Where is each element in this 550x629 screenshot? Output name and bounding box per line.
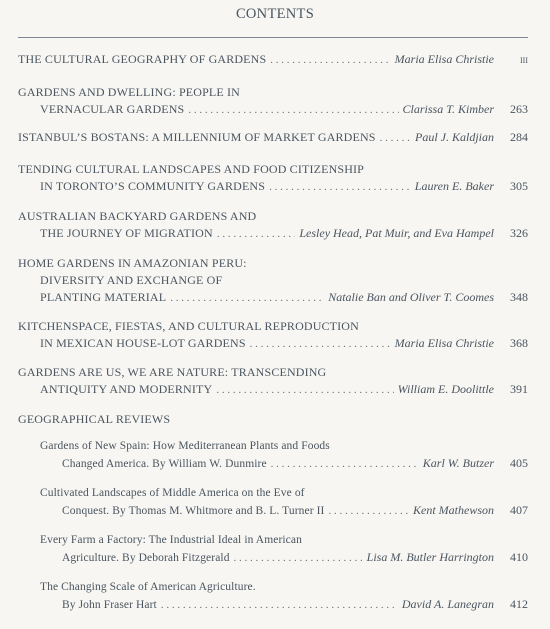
entry-author: Natalie Ban and Oliver T. Coomes [328, 290, 494, 304]
review-page: 407 [510, 503, 528, 517]
entry-page: 263 [510, 102, 528, 116]
dot-leader [216, 382, 393, 399]
dot-leader [170, 290, 324, 307]
toc-entry[interactable] [18, 84, 528, 118]
toc-entry[interactable] [18, 255, 528, 306]
dot-leader [328, 503, 409, 520]
toc-entry[interactable] [18, 318, 528, 352]
entry-title-line: ISTANBUL’S BOSTANS: A MILLENNIUM OF MARKET GARDENS [18, 130, 376, 144]
entry-title-line: ANTIQUITY AND MODERNITY [40, 382, 213, 396]
entry-title-line: KITCHENSPACE, FIESTAS, AND CULTURAL REPRODUCTION [18, 319, 359, 333]
entry-title-line: IN TORONTO’S COMMUNITY GARDENS [40, 179, 266, 193]
toc-entry[interactable] [18, 208, 528, 242]
review-entry[interactable] [40, 532, 528, 566]
review-title-line: Agriculture. By Deborah Fitzgerald [62, 552, 230, 564]
entry-title-line: PLANTING MATERIAL [40, 290, 167, 304]
review-entry[interactable] [40, 438, 528, 472]
dot-leader [188, 102, 398, 119]
entry-page: 391 [510, 382, 528, 396]
review-title-line: Every Farm a Factory: The Industrial Ideal in American [40, 534, 302, 546]
dot-leader [380, 130, 411, 147]
dot-leader [217, 226, 296, 243]
entry-title-line: IN MEXICAN HOUSE-LOT GARDENS [40, 336, 246, 350]
entry-author: Maria Elisa Christie [394, 336, 494, 350]
entry-title-line: GARDENS ARE US, WE ARE NATURE: TRANSCENDING [18, 365, 327, 379]
toc-entry[interactable] [18, 161, 528, 195]
toc-entry[interactable] [18, 51, 528, 68]
review-author: Lisa M. Butler Harrington [366, 550, 494, 564]
review-title-line: Gardens of New Spain: How Mediterranean Plants and Foods [40, 440, 330, 452]
entry-page: 326 [510, 226, 528, 240]
toc-entry[interactable] [18, 364, 528, 398]
entry-title-line: VERNACULAR GARDENS [40, 102, 185, 116]
entry-author: Clarissa T. Kimber [402, 102, 494, 116]
review-author: Kent Mathewson [413, 503, 494, 517]
review-title-line: Cultivated Landscapes of Middle America on the Eve of [40, 487, 305, 499]
entry-page: 305 [510, 179, 528, 193]
heading-rule [18, 37, 528, 38]
review-entry[interactable] [40, 579, 528, 613]
entry-author: Maria Elisa Christie [394, 52, 494, 66]
entry-page: 348 [510, 290, 528, 304]
entry-author: Lesley Head, Pat Muir, and Eva Hampel [299, 226, 494, 240]
entry-title-line: TENDING CULTURAL LANDSCAPES AND FOOD CITIZENSHIP [18, 162, 364, 176]
dot-leader [271, 456, 419, 473]
reviews-section [18, 411, 528, 428]
entry-title-line: THE CULTURAL GEOGRAPHY OF GARDENS [18, 52, 267, 66]
review-title-line: Changed America. By William W. Dunmire [62, 458, 267, 470]
dot-leader [270, 52, 390, 69]
entry-page: 368 [510, 336, 528, 350]
dot-leader [269, 179, 411, 196]
entry-title-line: DIVERSITY AND EXCHANGE OF [40, 273, 223, 287]
dot-leader [234, 550, 363, 567]
entry-title-line: AUSTRALIAN BACKYARD GARDENS AND [18, 209, 257, 223]
review-page: 410 [510, 550, 528, 564]
review-entry[interactable] [40, 485, 528, 519]
review-title-line: The Changing Scale of American Agriculture. [40, 581, 256, 593]
entry-title-line: THE JOURNEY OF MIGRATION [40, 226, 213, 240]
entry-page: iii [520, 52, 528, 66]
review-page: 412 [510, 597, 528, 611]
entry-author: Paul J. Kaldjian [415, 130, 494, 144]
review-author: Karl W. Butzer [422, 456, 494, 470]
entry-title-line: GARDENS AND DWELLING: PEOPLE IN [18, 85, 240, 99]
review-author: David A. Lanegran [401, 597, 494, 611]
dot-leader [250, 336, 391, 353]
toc-entry[interactable] [18, 129, 528, 146]
review-title-line: Conquest. By Thomas M. Whitmore and B. L. Turner II [62, 505, 325, 517]
contents-heading: CONTENTS [235, 6, 315, 22]
entry-page: 284 [510, 130, 528, 144]
review-page: 405 [510, 456, 528, 470]
reviews-heading: GEOGRAPHICAL REVIEWS [18, 412, 171, 426]
dot-leader [161, 597, 398, 614]
entry-author: Lauren E. Baker [414, 179, 494, 193]
entry-title-line: HOME GARDENS IN AMAZONIAN PERU: [18, 256, 247, 270]
review-title-line: By John Fraser Hart [62, 599, 157, 611]
entry-author: William E. Doolittle [397, 382, 494, 396]
